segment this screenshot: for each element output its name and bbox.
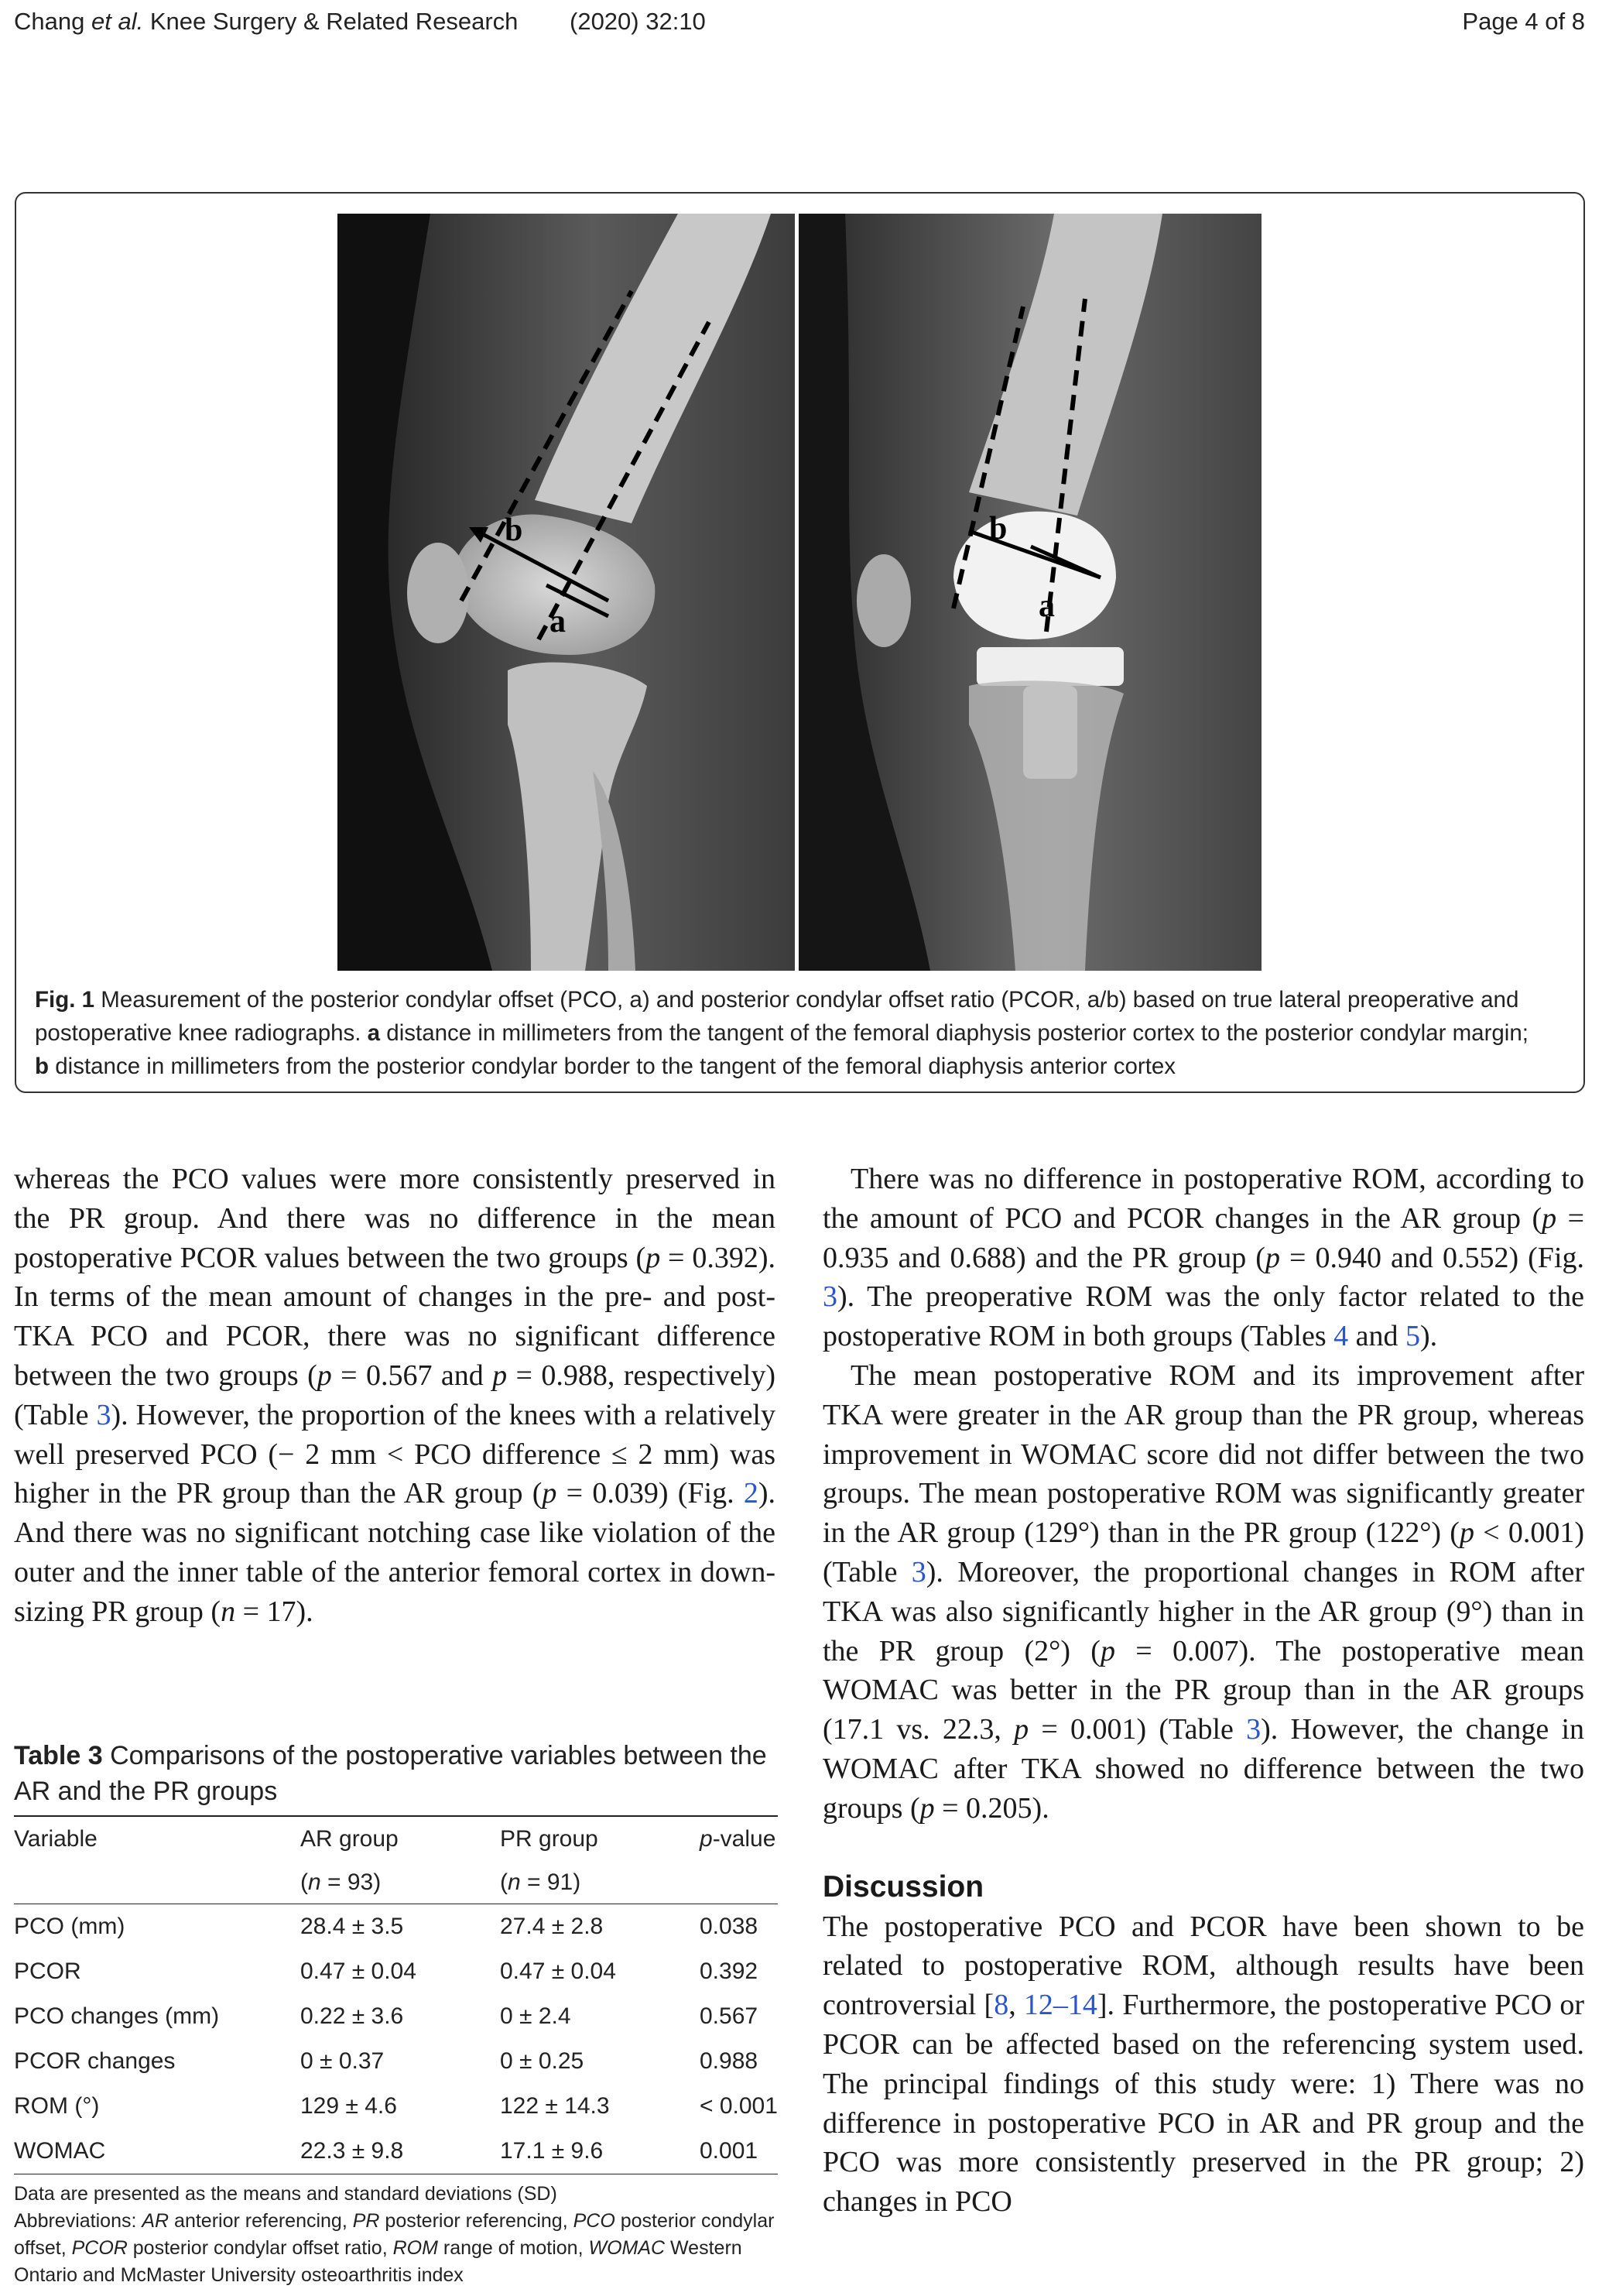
abbr-def: posterior condylar offset ratio, — [127, 2237, 393, 2259]
abbr-term: WOMAC — [588, 2237, 666, 2259]
running-header — [0, 8, 1609, 42]
table-cell — [14, 1862, 300, 1904]
table-link[interactable]: 3 — [911, 1555, 926, 1588]
abbr-def: Western Ontario and McMaster University osteoarthritis index — [14, 2237, 742, 2286]
table-row — [14, 2084, 778, 2129]
table-row — [14, 1904, 778, 1950]
postoperative-radiograph-drawing — [799, 214, 1262, 971]
table-row — [14, 1994, 778, 2039]
n-text: = 93) — [320, 1869, 382, 1895]
figure-label: Fig. 1 — [35, 987, 95, 1013]
text-run: whereas the PCO values were more consistently preserved in the PR group. And there was no difference in the mean postoperative PCOR values between the two groups ( — [14, 1163, 775, 1274]
column-header — [700, 1816, 778, 1862]
table-link[interactable]: 3 — [96, 1398, 111, 1431]
table-3 — [14, 1738, 778, 2289]
table-cell: 17.1 ± 9.6 — [500, 2129, 700, 2174]
n-text: ( — [300, 1869, 308, 1895]
table-cell: 122 ± 14.3 — [500, 2093, 610, 2119]
label-a: a — [549, 604, 566, 639]
table-link[interactable]: 4 — [1333, 1320, 1349, 1353]
text-run: ). Moreover, the proportional changes in ROM after TKA was also significantly higher in the AR group (9°) than in the PR group (2°) ( — [823, 1555, 1584, 1667]
table-cell — [300, 1862, 500, 1904]
preoperative-radiograph — [337, 214, 795, 971]
text-run: = 0.007). The postoperative mean WOMAC was better in the PR group than in the AR groups (17.1 vs. 22.3, — [823, 1634, 1585, 1746]
table-row — [14, 1949, 778, 1994]
text-run: ). And there was no significant notching case like violation of the outer and the inner table of the anterior femoral cortex in down-sizing PR group ( — [14, 1477, 775, 1628]
et-al: et al. — [91, 8, 144, 35]
text-run: ). The preoperative ROM was the only factor related to the postoperative ROM in both groups (Tables — [823, 1280, 1584, 1353]
table-footnote — [14, 2181, 778, 2289]
volume-info: (2020) 32:10 — [570, 8, 706, 35]
table-cell: 0 ± 0.25 — [500, 2048, 584, 2074]
text-run: There was no difference in postoperative ROM, according to the amount of PCO and PCOR changes in the AR group ( — [823, 1163, 1584, 1235]
table-cell: 0.392 — [700, 1958, 758, 1984]
abbr-def: posterior condylar offset, — [14, 2210, 775, 2259]
table-title-text: Comparisons of the postoperative variables between the AR and the PR groups — [14, 1741, 767, 1806]
text-run: p — [919, 1791, 935, 1825]
text-run: p — [492, 1359, 508, 1392]
label-b: b — [989, 511, 1008, 547]
footnote-text: Abbreviations: — [14, 2210, 142, 2232]
text-run: < 0.001) (Table — [823, 1516, 1584, 1588]
authors: Chang — [14, 8, 85, 35]
table-cell: 0.22 ± 3.6 — [300, 2003, 404, 2029]
text-run: p — [542, 1477, 557, 1510]
footnote-line: Data are presented as the means and standard deviations (SD) — [14, 2183, 557, 2205]
caption-text: Measurement of the posterior condylar offset (PCO, a) and posterior condylar offset ratio (PCOR, a/b) based on true lateral preoperative and postoperative knee radiographs. — [35, 987, 1519, 1046]
table-cell: PCO changes (mm) — [14, 2003, 220, 2029]
section-heading-discussion: Discussion — [823, 1869, 984, 1904]
abbr-term: ROM — [392, 2237, 438, 2259]
paragraph — [14, 1160, 775, 1632]
table-cell: 0.988 — [700, 2048, 758, 2074]
label-a: a — [1039, 588, 1055, 624]
table-n-row — [14, 1862, 778, 1904]
table-cell: 0 ± 2.4 — [500, 2003, 571, 2029]
header-italic: p — [700, 1826, 713, 1852]
figure-link[interactable]: 2 — [743, 1477, 758, 1510]
text-run: p — [1265, 1241, 1280, 1274]
table-link[interactable]: 3 — [1246, 1713, 1262, 1746]
table-cell: 0.47 ± 0.04 — [300, 1958, 416, 1984]
table-row — [14, 2039, 778, 2084]
text-run: p — [317, 1359, 332, 1392]
figure-link[interactable]: 3 — [823, 1280, 837, 1314]
column-header: PR group — [500, 1816, 700, 1862]
table-cell: 28.4 ± 3.5 — [300, 1914, 404, 1939]
text-run: , — [1008, 1989, 1024, 2022]
caption-a: a — [367, 1020, 381, 1046]
abbr-def: posterior referencing, — [379, 2210, 573, 2232]
caption-text: distance in millimeters from the posterior condylar border to the tangent of the femoral diaphysis anterior cortex — [49, 1054, 1176, 1079]
paragraph — [823, 1160, 1584, 1356]
n-italic: n — [308, 1869, 321, 1895]
abbr-def: range of motion, — [437, 2237, 589, 2259]
abbr-def: anterior referencing, — [169, 2210, 353, 2232]
table-cell: PCOR — [14, 1958, 81, 1984]
table-link[interactable]: 5 — [1405, 1320, 1421, 1353]
text-run: ). However, the proportion of the knees with a relatively well preserved PCO (− 2 mm < PCO difference ≤ 2 mm) was higher in the PR group than the AR group ( — [14, 1398, 775, 1510]
citation-link[interactable]: 12–14 — [1023, 1989, 1097, 2022]
page-number: Page 4 of 8 — [1462, 8, 1585, 35]
table-cell: 27.4 ± 2.8 — [500, 1914, 604, 1939]
left-column — [14, 1160, 775, 1632]
label-b: b — [505, 512, 523, 548]
paragraph — [823, 1356, 1584, 1828]
figure-caption — [35, 983, 1544, 1083]
text-run: p — [1100, 1634, 1115, 1667]
text-run: = 0.039) (Fig. — [556, 1477, 744, 1510]
text-run: ]. Furthermore, the postoperative PCO or PCOR can be affected based on the referencing system used. The principal findings of this study were: 1) There was no difference in postoperative PCO in AR and PR group and the PCO was more consistently preserved in the PR group; 2) changes in PCO — [823, 1989, 1585, 2219]
abbr-term: PCOR — [71, 2237, 128, 2259]
abbr-term: PR — [352, 2210, 380, 2232]
table-label: Table 3 — [14, 1741, 103, 1770]
text-run: n — [221, 1595, 236, 1628]
text-run: ). — [1420, 1320, 1438, 1353]
table-cell: WOMAC — [14, 2129, 300, 2174]
text-run: The mean postoperative ROM and its improvement after TKA were greater in the AR group than the PR group, whereas improvement in WOMAC score did not differ between the two groups. The mean postoperative ROM was significantly greater in the AR group (129°) than in the PR group (122°) ( — [823, 1359, 1584, 1550]
caption-text: distance in millimeters from the tangent of the femoral diaphysis posterior cortex to the posterior condylar margin; — [380, 1020, 1529, 1046]
text-run: = 0.001) (Table — [1029, 1713, 1247, 1746]
table-row — [14, 2129, 778, 2174]
text-run: = 0.205). — [934, 1791, 1049, 1825]
header-text: -value — [712, 1826, 776, 1852]
right-column — [823, 1160, 1584, 2222]
n-text: = 91) — [520, 1869, 581, 1895]
paragraph — [823, 1907, 1584, 2222]
n-italic: n — [508, 1869, 521, 1895]
citation-link[interactable]: 8 — [994, 1989, 1009, 2022]
table-cell: PCO (mm) — [14, 1914, 125, 1939]
text-run: = 0.567 and — [331, 1359, 493, 1392]
text-run: p — [1014, 1713, 1029, 1746]
table-cell: 0.038 — [700, 1914, 758, 1939]
table-cell — [500, 1862, 700, 1904]
table-title — [14, 1738, 778, 1809]
preoperative-radiograph-drawing — [337, 214, 795, 971]
text-run: ). However, the change in WOMAC after TKA showed no difference between the two groups ( — [823, 1713, 1585, 1825]
footnote-abbreviations — [14, 2208, 778, 2289]
text-run: p — [1459, 1516, 1474, 1550]
text-run: = 0.988, respectively) (Table — [14, 1359, 776, 1431]
text-run: p — [645, 1241, 661, 1274]
table-cell: 0.47 ± 0.04 — [500, 1958, 616, 1984]
text-run: = 17). — [235, 1595, 313, 1628]
caption-b: b — [35, 1054, 50, 1079]
table-cell: 0.001 — [700, 2129, 778, 2174]
table-cell: 22.3 ± 9.8 — [300, 2129, 500, 2174]
text-run: = 0.940 and 0.552) (Fig. — [1279, 1241, 1584, 1274]
table-cell — [700, 1862, 778, 1904]
data-table — [14, 1815, 778, 2174]
n-text: ( — [500, 1869, 508, 1895]
table-cell: PCOR changes — [14, 2048, 176, 2074]
postoperative-radiograph — [799, 214, 1262, 971]
text-run: = 0.392). In terms of the mean amount of changes in the pre- and post-TKA PCO and PCOR, there was no significant difference between the two groups ( — [14, 1241, 775, 1392]
text-run: The postoperative PCO and PCOR have been shown to be related to postoperative ROM, although results have been controversial [ — [823, 1910, 1584, 2022]
table-cell: 0 ± 0.37 — [300, 2048, 385, 2074]
text-run: = 0.935 and 0.688) and the PR group ( — [823, 1201, 1584, 1274]
abbr-term: PCO — [573, 2210, 615, 2232]
column-header: AR group — [300, 1816, 500, 1862]
abbr-term: AR — [142, 2210, 169, 2232]
journal-name: Knee Surgery & Related Research — [149, 8, 519, 35]
text-run: p — [1542, 1201, 1557, 1235]
table-cell: 0.567 — [700, 2003, 758, 2029]
journal-citation — [14, 8, 518, 36]
table-header-row — [14, 1816, 778, 1862]
table-cell: 129 ± 4.6 — [300, 2093, 397, 2119]
table-cell: ROM (°) — [14, 2093, 100, 2119]
column-header: Variable — [14, 1816, 300, 1862]
table-cell: < 0.001 — [700, 2093, 778, 2119]
text-run: and — [1348, 1320, 1406, 1353]
